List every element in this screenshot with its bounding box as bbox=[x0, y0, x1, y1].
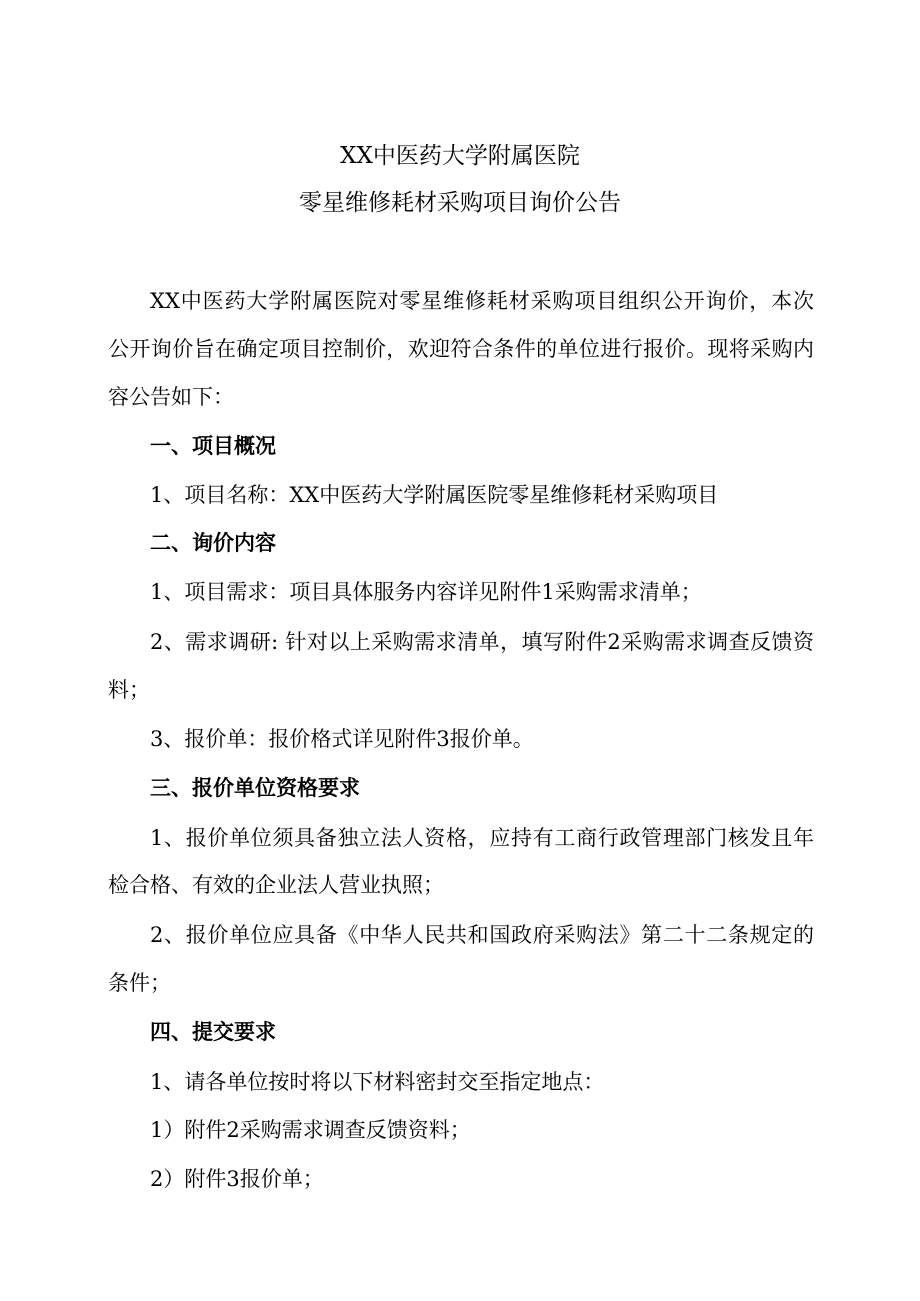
project-name-item: 1、项目名称：XX中医药大学附属医院零星维修耗材采购项目 bbox=[150, 483, 719, 507]
document-title-line2: 零星维修耗材采购项目询价公告 bbox=[299, 190, 621, 216]
inquiry-item-quotation: 3、报价单：报价格式详见附件3报价单。 bbox=[150, 727, 534, 751]
intro-paragraph-line2: 公开询价旨在确定项目控制价，欢迎符合条件的单位进行报价。现将采购内 bbox=[108, 337, 814, 361]
inquiry-item-survey-line1: 2、需求调研: 针对以上采购需求清单，填写附件2采购需求调查反馈资 bbox=[150, 630, 814, 654]
document-title-line1: XX中医药大学附属医院 bbox=[340, 143, 580, 169]
inquiry-item-survey-line2: 料； bbox=[108, 678, 150, 702]
inquiry-item-requirements: 1、项目需求：项目具体服务内容详见附件1采购需求清单； bbox=[150, 580, 702, 604]
qualification-item2-line1: 2、报价单位应具备《中华人民共和国政府采购法》第二十二条规定的 bbox=[150, 923, 814, 947]
intro-paragraph-line3: 容公告如下： bbox=[108, 385, 234, 409]
qualification-item1-line1: 1、报价单位须具备独立法人资格，应持有工商行政管理部门核发且年 bbox=[150, 826, 814, 850]
section-heading-project-overview: 一、项目概况 bbox=[150, 434, 276, 458]
qualification-item2-line2: 条件； bbox=[108, 971, 171, 995]
submission-item1: 1、请各单位按时将以下材料密封交至指定地点： bbox=[150, 1070, 605, 1094]
section-heading-inquiry-content: 二、询价内容 bbox=[150, 531, 276, 555]
intro-paragraph-line1: XX中医药大学附属医院对零星维修耗材采购项目组织公开询价，本次 bbox=[150, 289, 814, 313]
section-heading-qualification: 三、报价单位资格要求 bbox=[150, 776, 360, 800]
qualification-item1-line2: 检合格、有效的企业法人营业执照； bbox=[108, 873, 444, 897]
submission-subitem2: 2）附件3报价单； bbox=[150, 1167, 324, 1191]
submission-subitem1: 1）附件2采购需求调查反馈资料； bbox=[150, 1118, 471, 1142]
section-heading-submission: 四、提交要求 bbox=[150, 1020, 276, 1044]
